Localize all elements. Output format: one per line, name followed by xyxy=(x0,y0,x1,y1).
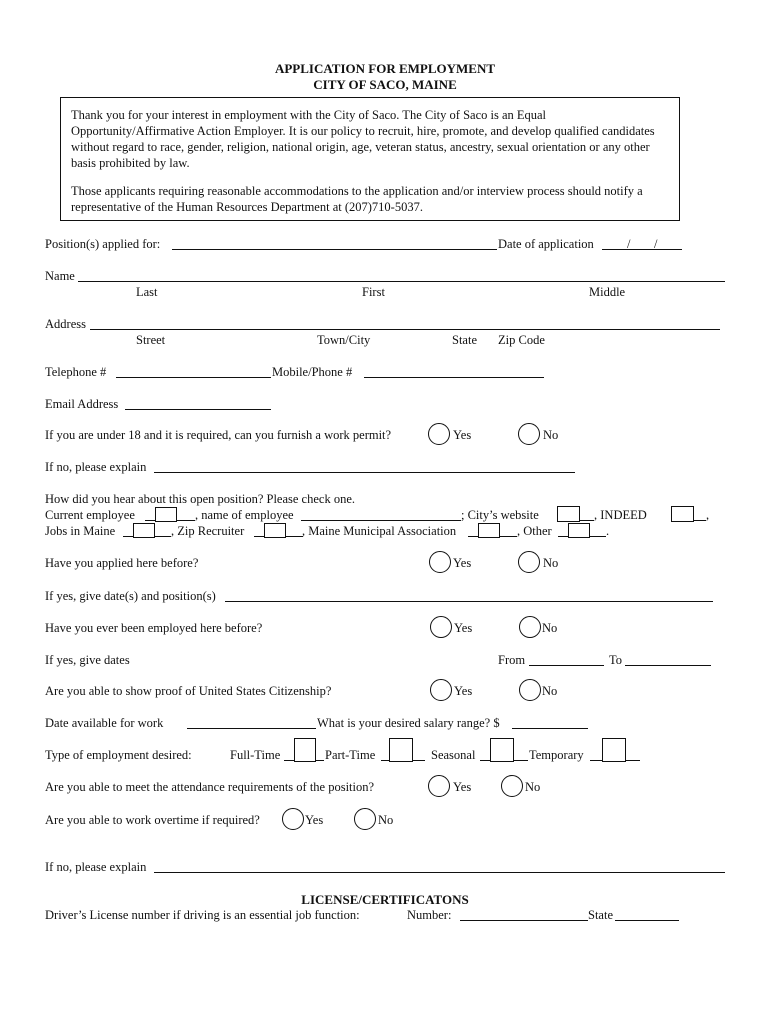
applied-yes-label: Yes xyxy=(453,556,472,570)
license-state-label: State xyxy=(588,908,613,922)
page-title: APPLICATION FOR EMPLOYMENT xyxy=(274,61,496,76)
seasonal-label: Seasonal xyxy=(431,748,476,762)
date-slash-2: / xyxy=(654,237,658,251)
from-label: From xyxy=(498,653,526,667)
explain-input-line[interactable] xyxy=(154,472,575,473)
current-employee-line-b xyxy=(177,520,195,521)
name-input-line[interactable] xyxy=(78,281,725,282)
citizenship-no-label: No xyxy=(542,684,558,698)
applied-yes-radio[interactable] xyxy=(429,551,451,573)
indeed-checkbox[interactable] xyxy=(671,506,694,522)
to-input-line[interactable] xyxy=(625,665,711,666)
explain-input-line-2[interactable] xyxy=(154,872,725,873)
other-line-a xyxy=(558,536,568,537)
license-heading: LICENSE/CERTIFICATONS xyxy=(301,892,469,907)
employee-name-input-line[interactable] xyxy=(301,520,461,521)
maine-municipal-checkbox[interactable] xyxy=(478,523,500,538)
employment-type-label: Type of employment desired: xyxy=(45,748,192,762)
overtime-question: Are you able to work overtime if required? xyxy=(45,813,260,827)
attendance-no-label: No xyxy=(525,780,541,794)
citizenship-question: Are you able to show proof of United States Citizenship? xyxy=(45,684,332,698)
other-checkbox[interactable] xyxy=(568,523,590,538)
eeo-statement: Thank you for your interest in employment with the City of Saco. The City of Saco is an Equal Opportunity/Affirmative Action Employer. It is our policy to recruit, hire, promote, and develop qualified candidates without regard to race, gender, religion, national origin, age, veteran status, ancestry, sexual orientation or any other basis prohibited by law. xyxy=(71,108,655,170)
applied-no-label: No xyxy=(543,556,559,570)
positions-label: Position(s) applied for: xyxy=(45,237,161,251)
other-line-b xyxy=(590,536,606,537)
current-employee-label: Current employee xyxy=(45,508,135,522)
addr-zip-caption: Zip Code xyxy=(498,333,545,347)
salary-label: What is your desired salary range? $ xyxy=(317,716,500,730)
addr-town-caption: Town/City xyxy=(317,333,371,347)
jobs-in-maine-line-b xyxy=(155,536,171,537)
hear-question: How did you hear about this open position? Please check one. xyxy=(45,492,355,506)
explain-label: If no, please explain xyxy=(45,460,147,474)
part-time-checkbox[interactable] xyxy=(389,738,413,762)
permit-yes-radio[interactable] xyxy=(428,423,450,445)
attendance-no-radio[interactable] xyxy=(501,775,523,797)
permit-no-label: No xyxy=(543,428,559,442)
email-input-line[interactable] xyxy=(125,409,271,410)
date-of-application-label: Date of application xyxy=(498,237,594,251)
citys-website-checkbox[interactable] xyxy=(557,506,580,522)
address-label: Address xyxy=(45,317,86,331)
jobs-in-maine-checkbox[interactable] xyxy=(133,523,155,538)
indeed-label: , INDEED xyxy=(594,508,647,522)
email-label: Email Address xyxy=(45,397,119,411)
other-label: , Other xyxy=(517,524,552,538)
address-input-line[interactable] xyxy=(90,329,720,330)
page-subtitle: CITY OF SACO, MAINE xyxy=(313,77,457,92)
other-period: . xyxy=(606,524,610,538)
citizenship-yes-radio[interactable] xyxy=(430,679,452,701)
employed-no-radio[interactable] xyxy=(519,616,541,638)
maine-municipal-label: , Maine Municipal Association xyxy=(302,524,457,538)
overtime-yes-radio[interactable] xyxy=(282,808,304,830)
zip-recruiter-checkbox[interactable] xyxy=(264,523,286,538)
applied-no-radio[interactable] xyxy=(518,551,540,573)
name-middle-caption: Middle xyxy=(589,285,626,299)
zip-recruiter-line-b xyxy=(286,536,303,537)
indeed-comma: , xyxy=(706,508,710,522)
seasonal-checkbox[interactable] xyxy=(490,738,514,762)
attendance-yes-label: Yes xyxy=(453,780,472,794)
temporary-label: Temporary xyxy=(529,748,584,762)
applied-before-question: Have you applied here before? xyxy=(45,556,199,570)
employed-yes-label: Yes xyxy=(454,621,473,635)
full-time-label: Full-Time xyxy=(230,748,281,762)
temporary-checkbox[interactable] xyxy=(602,738,626,762)
full-time-checkbox[interactable] xyxy=(294,738,316,762)
zip-recruiter-line-a xyxy=(254,536,264,537)
seasonal-line-a xyxy=(480,760,490,761)
eeo-notice-box xyxy=(60,97,680,221)
telephone-input-line[interactable] xyxy=(116,377,271,378)
dates-positions-label: If yes, give date(s) and position(s) xyxy=(45,589,216,603)
attendance-yes-radio[interactable] xyxy=(428,775,450,797)
accommodation-statement: Those applicants requiring reasonable accommodations to the application and/or interview process should notify a representative of the Human Resources Department at (207)710-5037. xyxy=(71,184,643,214)
from-input-line[interactable] xyxy=(529,665,604,666)
date-slash-1: / xyxy=(627,237,631,251)
license-state-input-line[interactable] xyxy=(615,920,679,921)
jobs-in-maine-line-a xyxy=(123,536,133,537)
part-time-line-a xyxy=(381,760,389,761)
permit-no-radio[interactable] xyxy=(518,423,540,445)
if-yes-dates-label: If yes, give dates xyxy=(45,653,130,667)
name-label: Name xyxy=(45,269,75,283)
date-available-input-line[interactable] xyxy=(187,728,316,729)
maine-municipal-line-b xyxy=(500,536,517,537)
telephone-label: Telephone # xyxy=(45,365,107,379)
date-of-application-line[interactable] xyxy=(602,249,682,250)
overtime-no-radio[interactable] xyxy=(354,808,376,830)
jobs-in-maine-label: Jobs in Maine xyxy=(45,524,116,538)
name-last-caption: Last xyxy=(136,285,158,299)
citizenship-yes-label: Yes xyxy=(454,684,473,698)
citys-website-line xyxy=(580,520,594,521)
temporary-line-b xyxy=(626,760,640,761)
name-first-caption: First xyxy=(362,285,385,299)
citizenship-no-radio[interactable] xyxy=(519,679,541,701)
salary-input-line[interactable] xyxy=(512,728,588,729)
seasonal-line-b xyxy=(514,760,528,761)
current-employee-checkbox[interactable] xyxy=(155,507,177,522)
date-available-label: Date available for work xyxy=(45,716,164,730)
zip-recruiter-label: , Zip Recruiter xyxy=(171,524,245,538)
drivers-license-question: Driver’s License number if driving is an essential job function: xyxy=(45,908,360,922)
license-number-label: Number: xyxy=(407,908,452,922)
current-employee-line-a xyxy=(145,520,155,521)
part-time-label: Part-Time xyxy=(325,748,376,762)
explain-label-2: If no, please explain xyxy=(45,860,147,874)
employed-no-label: No xyxy=(542,621,558,635)
part-time-line-b xyxy=(413,760,425,761)
mobile-label: Mobile/Phone # xyxy=(272,365,353,379)
indeed-line xyxy=(694,520,706,521)
to-label: To xyxy=(609,653,623,667)
temporary-line-a xyxy=(590,760,602,761)
name-of-employee-label: , name of employee xyxy=(195,508,294,522)
dates-positions-input-line[interactable] xyxy=(225,601,713,602)
work-permit-question: If you are under 18 and it is required, can you furnish a work permit? xyxy=(45,428,392,442)
full-time-line-b xyxy=(316,760,324,761)
permit-yes-label: Yes xyxy=(453,428,472,442)
maine-municipal-line-a xyxy=(468,536,478,537)
attendance-question: Are you able to meet the attendance requirements of the position? xyxy=(45,780,375,794)
addr-state-caption: State xyxy=(452,333,477,347)
overtime-yes-label: Yes xyxy=(305,813,324,827)
employed-before-question: Have you ever been employed here before? xyxy=(45,621,263,635)
license-number-input-line[interactable] xyxy=(460,920,588,921)
citys-website-label: ; City’s website xyxy=(461,508,539,522)
full-time-line-a xyxy=(284,760,294,761)
addr-street-caption: Street xyxy=(136,333,166,347)
positions-input-line[interactable] xyxy=(172,249,497,250)
employed-yes-radio[interactable] xyxy=(430,616,452,638)
mobile-input-line[interactable] xyxy=(364,377,544,378)
overtime-no-label: No xyxy=(378,813,394,827)
